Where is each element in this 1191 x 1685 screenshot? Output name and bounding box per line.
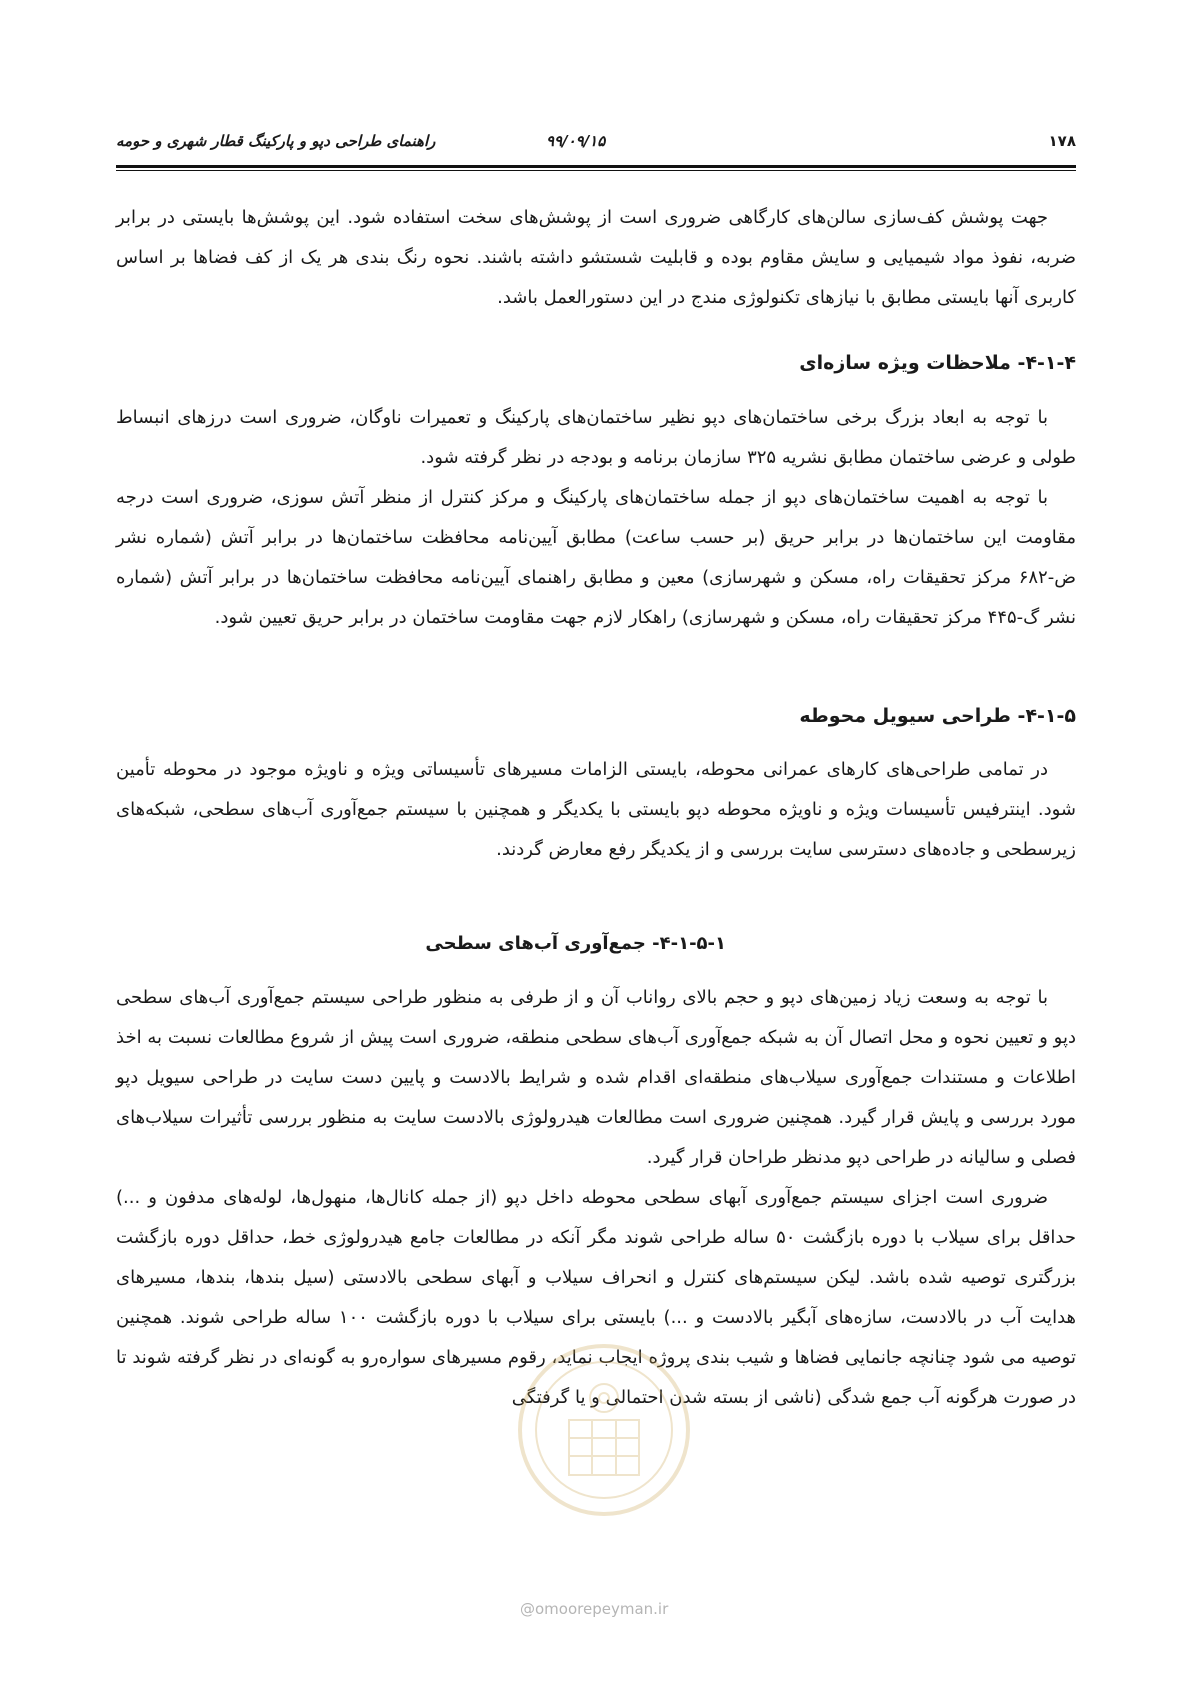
- header-rule-thin: [116, 170, 1076, 171]
- paragraph-text: جهت پوشش کف‌سازی سالن‌های کارگاهی ضروری است از پوشش‌های سخت استفاده شود. این پوشش‌ها بایستی در برابر ضربه، نفوذ مواد شیمیایی و سایش مقاوم بوده و قابلیت شستشو داشته باشند. نحوه رنگ بندی هر یک از کف فضاها بر اساس کاربری آنها بایستی مطابق با نیازهای تکنولوژی مندج در این دستورالعمل باشد.: [116, 207, 1076, 308]
- section-heading-civil: ۴-۱-۵- طراحی سیویل محوطه: [799, 705, 1076, 727]
- paragraph-expansion-joints: [116, 398, 1076, 638]
- header-title: راهنمای طراحی دپو و پارکینگ قطار شهری و حومه: [116, 132, 436, 150]
- subsection-heading-surface-water: ۴-۱-۵-۱- جمع‌آوری آب‌های سطحی: [425, 933, 726, 954]
- page-number: ۱۷۸: [1048, 132, 1076, 150]
- paragraph-text: در تمامی طراحی‌های کارهای عمرانی محوطه، بایستی الزامات مسیرهای تأسیساتی ویژه و ناویژه موجود در محوطه تأمین شود. اینترفیس تأسیسات ویژه و ناویژه محوطه دپو بایستی با یکدیگر و همچنین با سیستم جمع‌آوری آب‌های سطحی، شبکه‌های زیرسطحی و جاده‌های دسترسی سایت بررسی و از یکدیگر رفع معارض گردند.: [116, 759, 1076, 860]
- section-heading-structural: ۴-۱-۴- ملاحظات ویژه سازه‌ای: [799, 352, 1076, 374]
- watermark-url: @omoorepeyman.ir: [520, 1600, 669, 1618]
- page-header: [116, 132, 1076, 156]
- paragraph-text: با توجه به ابعاد بزرگ برخی ساختمان‌های دپو نظیر ساختمان‌های پارکینگ و تعمیرات ناوگان، ضروری است درزهای انبساط طولی و عرضی ساختمان مطابق نشریه ۳۲۵ سازمان برنامه و بودجه در نظر گرفته شود.: [116, 407, 1076, 468]
- paragraph-text: با توجه به وسعت زیاد زمین‌های دپو و حجم بالای رواناب آن و از طرفی به منظور طراحی سیستم جمع‌آوری آب‌های سطحی دپو و تعیین نحوه و محل اتصال آن به شبکه جمع‌آوری آب‌های سطحی منطقه، ضروری است پیش از شروع مطالعات نسبت به اخذ اطلاعات و مستندات جمع‌آوری سیلاب‌های منطقه‌ای اقدام شده و شرایط بالادست و پایین دست سایت در طراحی سیویل دپو مورد بررسی و پایش قرار گیرد. همچنین ضروری است مطالعات هیدرولوژی بالادست سایت به منظور بررسی تأثیرات سیلاب‌های فصلی و سالیانه در طراحی دپو مدنظر طراحان قرار گیرد.: [116, 987, 1076, 1168]
- seal-logo-icon: [514, 1340, 694, 1520]
- header-rule: [116, 165, 1076, 168]
- header-date: ۹۹/۰۹/۱۵: [546, 132, 606, 150]
- paragraph-text: با توجه به اهمیت ساختمان‌های دپو از جمله ساختمان‌های پارکینگ و مرکز کنترل از منظر آتش سوزی، ضروری است درجه مقاومت این ساختمان‌ها در برابر حریق (بر حسب ساعت) مطابق آیین‌نامه محافظت ساختمان‌ها در برابر آتش (شماره نشر ض-۶۸۲ مرکز تحقیقات راه، مسکن و شهرسازی) معین و مطابق راهنمای آیین‌نامه محافظت ساختمان‌ها در برابر آتش (شماره نشر گ-۴۴۵ مرکز تحقیقات راه، مسکن و شهرسازی) راهکار لازم جهت مقاومت ساختمان در برابر حریق تعیین شود.: [116, 487, 1076, 628]
- paragraph-utilities: [116, 750, 1076, 870]
- paragraph-flooring: [116, 198, 1076, 318]
- paragraph-text: ضروری است اجزای سیستم جمع‌آوری آبهای سطحی محوطه داخل دپو (از جمله کانال‌ها، منهول‌ها، لوله‌های مدفون و ...) حداقل برای سیلاب با دوره بازگشت ۵۰ ساله طراحی شوند مگر آنکه در مطالعات جامع هیدرولوژی خط، حداقل دوره بازگشت بزرگتری توصیه شده باشد. لیکن سیستم‌های کنترل و انحراف سیلاب و آبهای سطحی بالادستی (سیل بندها، بندها، مسیرهای هدایت آب در بالادست، سازه‌های آبگیر بالادست و ...) بایستی برای سیلاب با دوره بازگشت ۱۰۰ ساله طراحی شوند. همچنین توصیه می شود چنانچه جانمایی فضاها و شیب بندی پروژه ایجاب نماید، رقوم مسیرهای سواره‌رو به گونه‌ای در نظر گرفته شوند تا در صورت هرگونه آب جمع شدگی (ناشی از بسته شدن احتمالی و یا گرفتگی: [116, 1187, 1077, 1408]
